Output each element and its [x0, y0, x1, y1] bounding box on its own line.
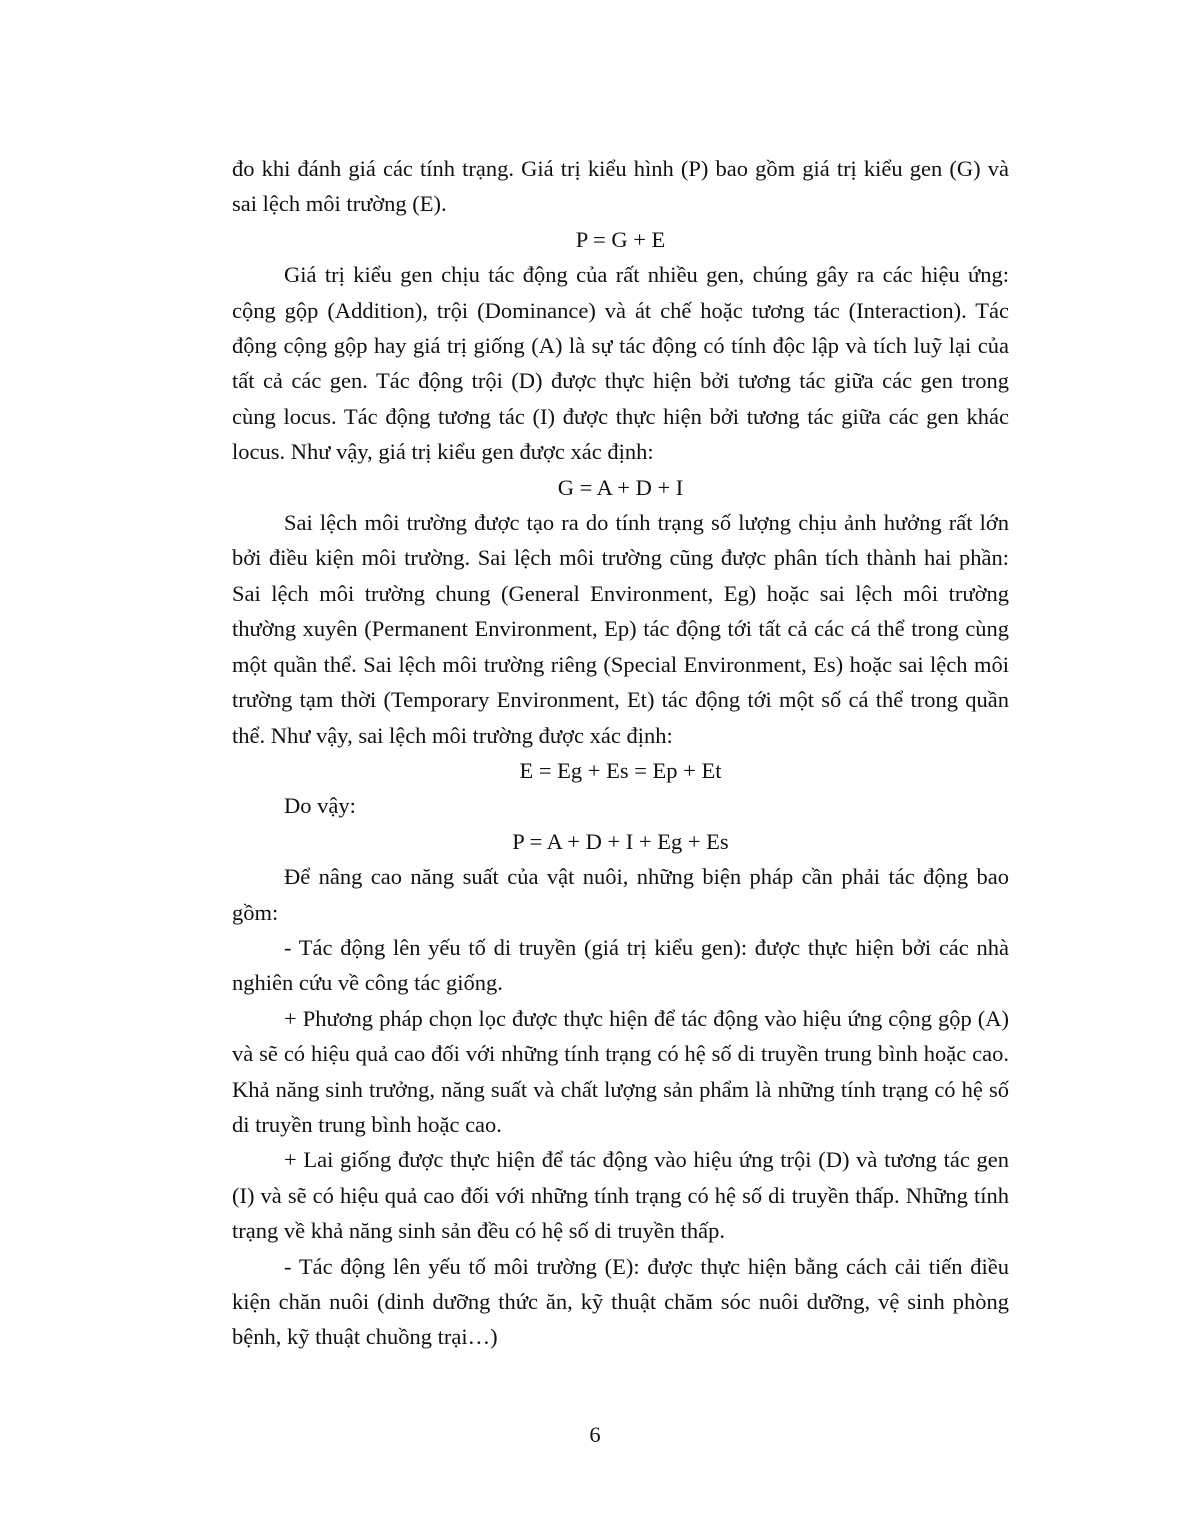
paragraph-phenotype-intro: đo khi đánh giá các tính trạng. Giá trị kiểu hình (P) bao gồm giá trị kiểu gen (G) và sai lệch môi trường (E). — [232, 156, 1009, 217]
formula-phenotype: P = G + E — [575, 226, 666, 252]
paragraph-crossbreeding: + Lai giống được thực hiện để tác động vào hiệu ứng trội (D) và tương tác gen (I) và sẽ có hiệu quả cao đối với những tính trạng có hệ số di truyền thấp. Những tính trạng về khả năng sinh sản đều có hệ số di truyền thấp. — [232, 1147, 1009, 1244]
page-number: 6 — [589, 1422, 601, 1447]
paragraph-genetic-factor: - Tác động lên yếu tố di truyền (giá trị kiểu gen): được thực hiện bởi các nhà nghiên cứu về công tác giống. — [232, 934, 1009, 996]
paragraph-environment-deviation: Sai lệch môi trường được tạo ra do tính trạng số lượng chịu ảnh hưởng rất lớn bởi điều kiện môi trường. Sai lệch môi trường cũng được phân tích thành hai phần: Sai lệch môi trường chung (General Environment, Eg) hoặc sai lệch môi trường thường xuyên (Permanent Environment, Ep) tác động tới tất cả các cá thể trong cùng một quần thể. Sai lệch môi trường riêng (Special Environment, Es) hoặc sai lệch môi trường tạm thời (Temporary Environment, Et) tác động tới một số cá thể trong quần thể. Như vậy, sai lệch môi trường được xác định: — [232, 510, 1009, 748]
formula-genotype: G = A + D + I — [557, 474, 684, 500]
formula-phenotype-expanded: P = A + D + I + Eg + Es — [512, 828, 729, 854]
paragraph-selection-method: + Phương pháp chọn lọc được thực hiện để tác động vào hiệu ứng cộng gộp (A) và sẽ có hiệu quả cao đối với những tính trạng có hệ số di truyền trung bình hoặc cao. Khả năng sinh trưởng, năng suất và chất lượng sản phẩm là những tính trạng có hệ số di truyền trung bình hoặc cao. — [232, 1005, 1009, 1137]
paragraph-therefore: Do vậy: — [284, 793, 356, 819]
paragraph-environment-factor: - Tác động lên yếu tố môi trường (E): được thực hiện bằng cách cải tiến điều kiện chăn nuôi (dinh dưỡng thức ăn, kỹ thuật chăm sóc nuôi dưỡng, vệ sinh phòng bệnh, kỹ thuật chuồng trại…) — [232, 1253, 1009, 1350]
paragraph-productivity-measures: Để nâng cao năng suất của vật nuôi, những biện pháp cần phải tác động bao gồm: — [232, 864, 1009, 925]
paragraph-genotype-effects: Giá trị kiểu gen chịu tác động của rất nhiều gen, chúng gây ra các hiệu ứng: cộng gộp (Addition), trội (Dominance) và át chế hoặc tương tác (Interaction). Tác động cộng gộp hay giá trị giống (A) là sự tác động có tính độc lập và tích luỹ lại của tất cả các gen. Tác động trội (D) được thực hiện bởi tương tác giữa các gen trong cùng locus. Tác động tương tác (I) được thực hiện bởi tương tác giữa các gen khác locus. Như vậy, giá trị kiểu gen được xác định: — [232, 262, 1009, 465]
page-body — [232, 151, 1009, 1355]
formula-environment: E = Eg + Es = Ep + Et — [519, 757, 722, 783]
